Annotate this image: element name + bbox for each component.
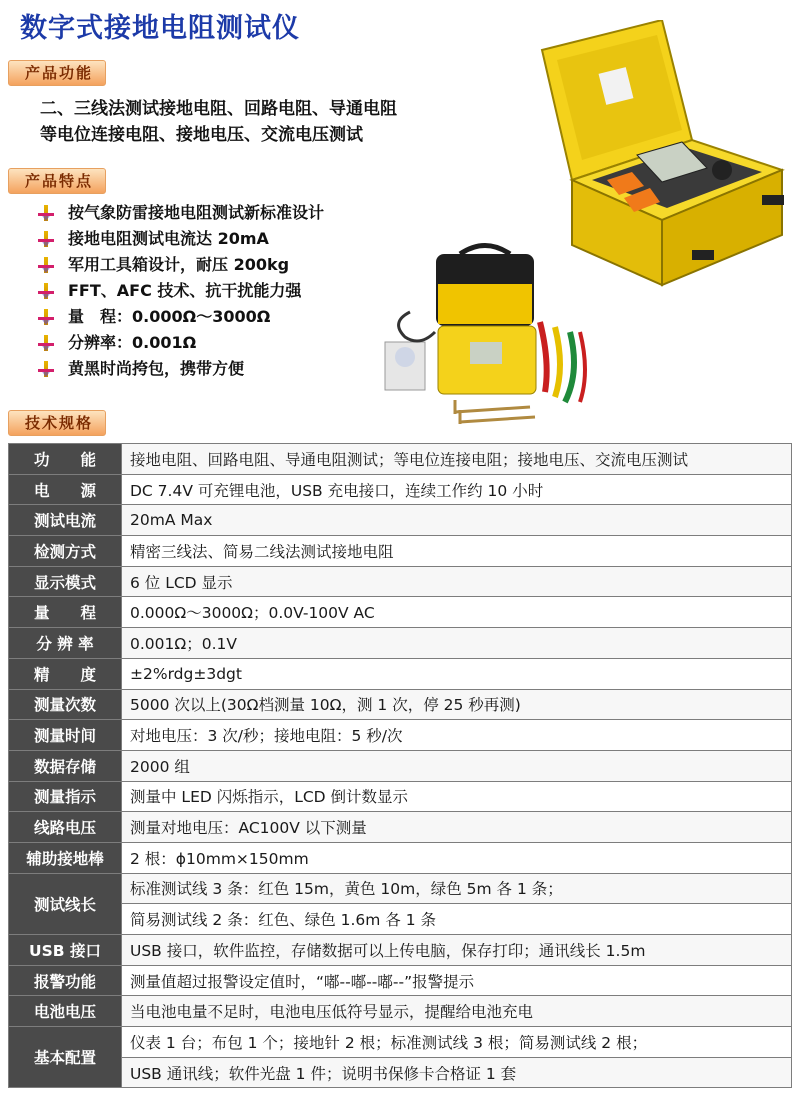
feature-item: 军用工具箱设计，耐压 200kg <box>38 252 324 278</box>
spec-value: ±2%rdg±3dgt <box>122 658 792 689</box>
page-title: 数字式接地电阻测试仪 <box>20 13 300 44</box>
spec-value: 0.001Ω；0.1V <box>122 628 792 659</box>
table-row <box>9 505 792 536</box>
spec-value: 2 根：ϕ10mm×150mm <box>122 842 792 873</box>
spec-key: 电 源 <box>9 474 122 505</box>
table-row <box>9 689 792 720</box>
spec-value: 当电池电量不足时，电池电压低符号显示，提醒给电池充电 <box>122 996 792 1027</box>
feature-item: 分辨率：0.001Ω <box>38 330 324 356</box>
feature-item: 按气象防雷接地电阻测试新标准设计 <box>38 200 324 226</box>
spec-value: 精密三线法、简易二线法测试接地电阻 <box>122 536 792 567</box>
feature-list <box>38 200 324 382</box>
spec-value: 测量中 LED 闪烁指示，LCD 倒计数显示 <box>122 781 792 812</box>
table-row <box>9 750 792 781</box>
arrow-bullet-icon <box>38 205 54 221</box>
spec-value: DC 7.4V 可充锂电池，USB 充电接口，连续工作约 10 小时 <box>122 474 792 505</box>
table-row <box>9 1057 792 1088</box>
feature-item: 量 程：0.000Ω～3000Ω <box>38 304 324 330</box>
spec-key: USB 接口 <box>9 935 122 966</box>
spec-value: 2000 组 <box>122 750 792 781</box>
table-row <box>9 566 792 597</box>
table-row <box>9 842 792 873</box>
spec-key: 辅助接地棒 <box>9 842 122 873</box>
spec-value: 仪表 1 台；布包 1 个；接地针 2 根；标准测试线 3 根；简易测试线 2 根； <box>122 1027 792 1058</box>
spec-key: 检测方式 <box>9 536 122 567</box>
feature-item: 黄黑时尚挎包，携带方便 <box>38 356 324 382</box>
spec-value: 简易测试线 2 条：红色、绿色 1.6m 各 1 条 <box>122 904 792 935</box>
spec-key: 基本配置 <box>9 1027 122 1088</box>
table-row <box>9 873 792 904</box>
function-line-1: 二、三线法测试接地电阻、回路电阻、导通电阻 <box>40 99 397 119</box>
spec-key: 测试线长 <box>9 873 122 934</box>
arrow-bullet-icon <box>38 309 54 325</box>
table-row <box>9 474 792 505</box>
spec-table <box>8 443 792 1088</box>
bag-accessories-image <box>380 232 600 437</box>
table-row <box>9 720 792 751</box>
arrow-bullet-icon <box>38 231 54 247</box>
table-row <box>9 444 792 475</box>
spec-value: 标准测试线 3 条：红色 15m，黄色 10m，绿色 5m 各 1 条； <box>122 873 792 904</box>
feature-item: 接地电阻测试电流达 20mA <box>38 226 324 252</box>
feature-item: FFT、AFC 技术、抗干扰能力强 <box>38 278 324 304</box>
spec-value: 0.000Ω～3000Ω；0.0V-100V AC <box>122 597 792 628</box>
section-tag-features: 产品特点 <box>8 168 106 194</box>
spec-key: 分 辨 率 <box>9 628 122 659</box>
table-row <box>9 996 792 1027</box>
arrow-bullet-icon <box>38 335 54 351</box>
spec-value: 对地电压：3 次/秒；接地电阻：5 秒/次 <box>122 720 792 751</box>
table-row <box>9 597 792 628</box>
table-row <box>9 536 792 567</box>
spec-value: 接地电阻、回路电阻、导通电阻测试；等电位连接电阻；接地电压、交流电压测试 <box>122 444 792 475</box>
table-row <box>9 1027 792 1058</box>
table-row <box>9 904 792 935</box>
spec-key: 电池电压 <box>9 996 122 1027</box>
spec-key: 测试电流 <box>9 505 122 536</box>
table-row <box>9 965 792 996</box>
section-tag-function: 产品功能 <box>8 60 106 86</box>
function-line-2: 等电位连接电阻、接地电压、交流电压测试 <box>40 125 363 145</box>
spec-value: 6 位 LCD 显示 <box>122 566 792 597</box>
table-row <box>9 628 792 659</box>
spec-value: 20mA Max <box>122 505 792 536</box>
table-row <box>9 935 792 966</box>
spec-value: 5000 次以上(30Ω档测量 10Ω，测 1 次，停 25 秒再测) <box>122 689 792 720</box>
spec-key: 测量次数 <box>9 689 122 720</box>
spec-value: 测量对地电压：AC100V 以下测量 <box>122 812 792 843</box>
table-row <box>9 658 792 689</box>
table-row <box>9 812 792 843</box>
spec-value: 测量值超过报警设定值时，“嘟--嘟--嘟--”报警提示 <box>122 965 792 996</box>
spec-key: 报警功能 <box>9 965 122 996</box>
table-row <box>9 781 792 812</box>
spec-key: 测量指示 <box>9 781 122 812</box>
spec-key: 量 程 <box>9 597 122 628</box>
spec-value: USB 通讯线；软件光盘 1 件；说明书保修卡合格证 1 套 <box>122 1057 792 1088</box>
section-tag-spec: 技术规格 <box>8 410 106 436</box>
spec-key: 精 度 <box>9 658 122 689</box>
spec-key: 线路电压 <box>9 812 122 843</box>
arrow-bullet-icon <box>38 257 54 273</box>
spec-key: 数据存储 <box>9 750 122 781</box>
arrow-bullet-icon <box>38 361 54 377</box>
spec-key: 功 能 <box>9 444 122 475</box>
spec-key: 测量时间 <box>9 720 122 751</box>
spec-value: USB 接口，软件监控，存储数据可以上传电脑，保存打印；通讯线长 1.5m <box>122 935 792 966</box>
arrow-bullet-icon <box>38 283 54 299</box>
spec-key: 显示模式 <box>9 566 122 597</box>
